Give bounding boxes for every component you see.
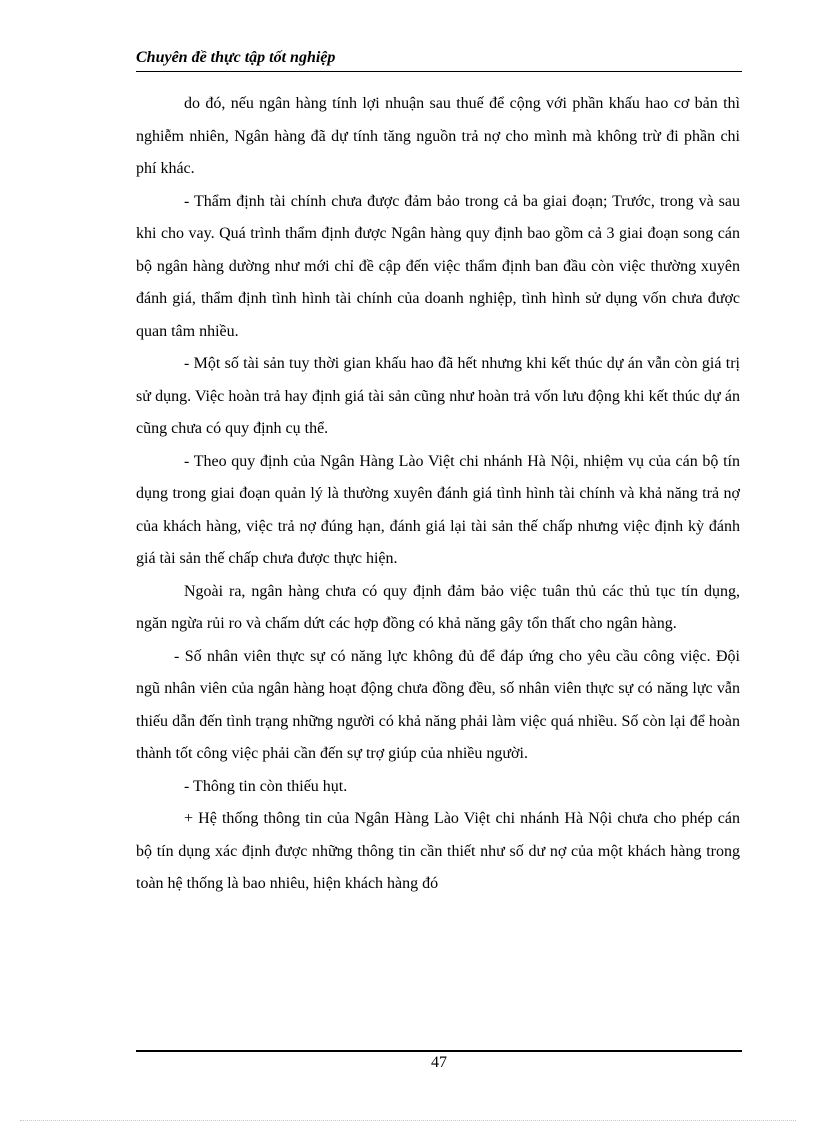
header-rule [136, 71, 742, 72]
running-header: Chuyên đề thực tập tốt nghiệp [136, 49, 336, 66]
paragraph: - Thẩm định tài chính chưa được đảm bảo trong cả ba giai đoạn; Trước, trong và sau khi cho vay. Quá trình thẩm định được Ngân hàng quy định bao gồm cả 3 giai đoạn song cán bộ ngân hàng dường như mới chỉ đề cập đến việc thẩm định ban đầu còn việc thường xuyên đánh giá, thẩm định tình hình tài chính của doanh nghiệp, tình hình sử dụng vốn chưa được quan tâm nhiều. [136, 192, 740, 340]
paragraph: Ngoài ra, ngân hàng chưa có quy định đảm bảo việc tuân thủ các thủ tục tín dụng, ngăn ngừa rủi ro và chấm dứt các hợp đồng có khả năng gây tổn thất cho ngân hàng. [136, 582, 740, 632]
footer-rule [136, 1050, 742, 1052]
page-edge-dotted-line [20, 1120, 796, 1121]
paragraph: - Một số tài sản tuy thời gian khấu hao đã hết nhưng khi kết thúc dự án vẫn còn giá trị sử dụng. Việc hoàn trả hay định giá tài sản cũng như hoàn trả vốn lưu động khi kết thúc dự án cũng chưa có quy định cụ thể. [136, 355, 740, 437]
body-text [136, 88, 740, 901]
paragraph: - Số nhân viên thực sự có năng lực không đủ để đáp ứng cho yêu cầu công việc. Đội ngũ nhân viên của ngân hàng hoạt động chưa đồng đều, số nhân viên thực sự có năng lực vẫn thiếu dẫn đến tình trạng những người có khả năng phải làm việc quá nhiều. Số còn lại để hoàn thành tốt công việc phải cần đến sự trợ giúp của nhiều người. [136, 647, 740, 762]
page-number: 47 [431, 1054, 447, 1071]
paragraph: - Thông tin còn thiếu hụt. [184, 777, 348, 795]
paragraph: do đó, nếu ngân hàng tính lợi nhuận sau thuế để cộng với phần khấu hao cơ bản thì nghiễm nhiên, Ngân hàng đã dự tính tăng nguồn trả nợ cho mình mà không trừ đi phần chi phí khác. [136, 95, 740, 177]
paragraph: + Hệ thống thông tin của Ngân Hàng Lào Việt chi nhánh Hà Nội chưa cho phép cán bộ tín dụng xác định được những thông tin cần thiết như số dư nợ của một khách hàng trong toàn hệ thống là bao nhiêu, hiện khách hàng đó [136, 810, 740, 892]
paragraph: - Theo quy định của Ngân Hàng Lào Việt chi nhánh Hà Nội, nhiệm vụ của cán bộ tín dụng trong giai đoạn quản lý là thường xuyên đánh giá tình hình tài chính và khả năng trả nợ của khách hàng, việc trả nợ đúng hạn, đánh giá lại tài sản thế chấp nhưng việc định kỳ đánh giá tài sản thế chấp chưa được thực hiện. [136, 452, 740, 567]
